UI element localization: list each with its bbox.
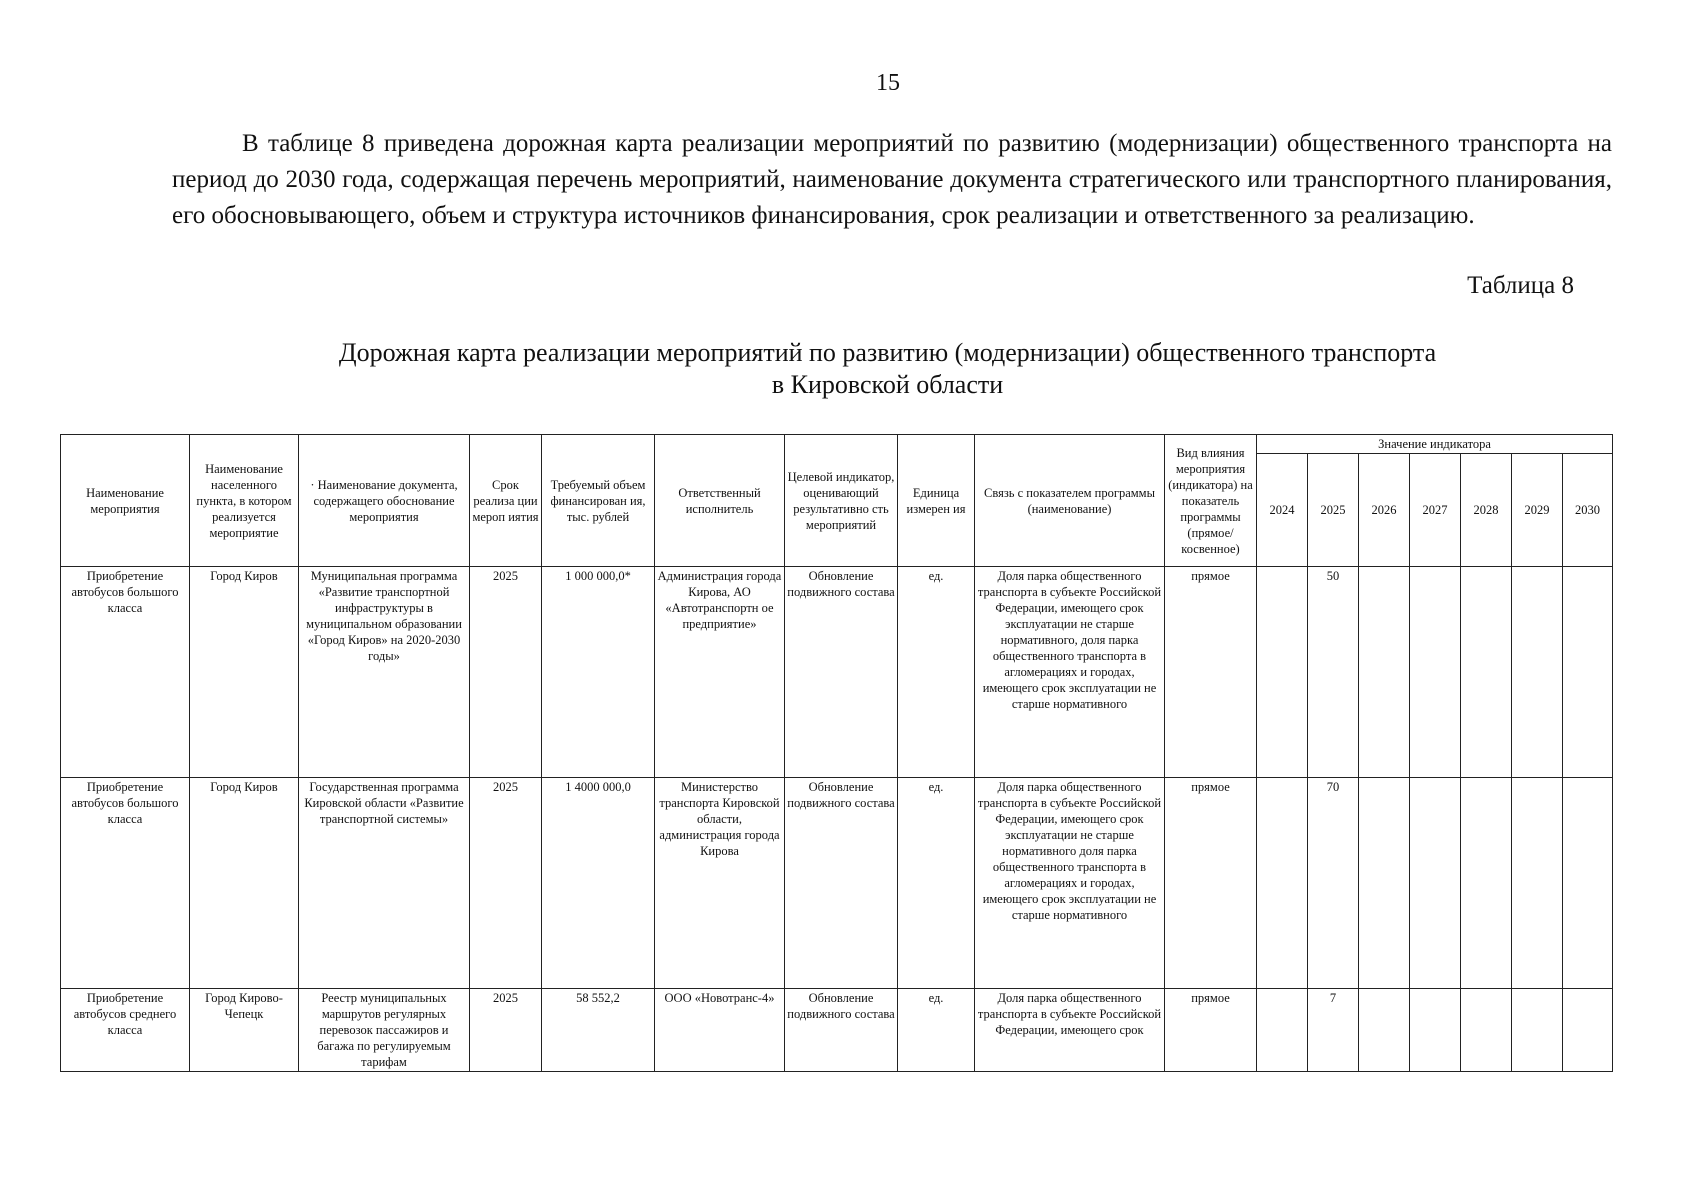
roadmap-table [60,434,1613,1072]
cell-funding: 1 000 000,0* [542,567,655,778]
cell-value-2029 [1512,567,1563,778]
header-unit: Единица измерен ия [898,435,975,567]
table-row [61,778,1613,989]
cell-value-2027 [1410,989,1461,1072]
cell-measure: Приобретение автобусов большого класса [61,567,190,778]
header-year-2028: 2028 [1461,454,1512,567]
cell-measure: Приобретение автобусов среднего класса [61,989,190,1072]
cell-value-2026 [1359,989,1410,1072]
cell-value-2026 [1359,778,1410,989]
header-period: Срок реализа ции мероп иятия [470,435,542,567]
cell-period: 2025 [470,778,542,989]
header-year-2029: 2029 [1512,454,1563,567]
cell-impact: прямое [1165,778,1257,989]
header-indicator-group: Значение индикатора [1257,435,1613,454]
cell-value-2030 [1563,567,1613,778]
header-measure: Наименование мероприятия [61,435,190,567]
header-year-2024: 2024 [1257,454,1308,567]
cell-unit: ед. [898,989,975,1072]
cell-settlement: Город Киров [190,778,299,989]
cell-executor: ООО «Новотранс-4» [655,989,785,1072]
cell-target: Обновление подвижного состава [785,567,898,778]
cell-value-2030 [1563,989,1613,1072]
header-year-2027: 2027 [1410,454,1461,567]
cell-value-2024 [1257,567,1308,778]
cell-value-2029 [1512,778,1563,989]
cell-document: Реестр муниципальных маршрутов регулярных перевозок пассажиров и багажа по регулируемым тарифам [299,989,470,1072]
header-settlement: Наименование населенного пункта, в котором реализуется мероприятие [190,435,299,567]
cell-value-2026 [1359,567,1410,778]
cell-value-2028 [1461,989,1512,1072]
cell-link: Доля парка общественного транспорта в субъекте Российской Федерации, имеющего срок эксплуатации не старше нормативного, доля парка общественного транспорта в агломерациях и городах, имеющего срок эксплуатации не старше нормативного [975,567,1165,778]
header-impact: Вид влияния мероприятия (индикатора) на показатель программы (прямое/ косвенное) [1165,435,1257,567]
intro-paragraph: В таблице 8 приведена дорожная карта реализации мероприятий по развитию (модернизации) общественного транспорта на период до 2030 года, содержащая перечень мероприятий, наименование документа стратегического или транспортного планирования, его обосновывающего, объем и структура источников финансирования, срок реализации и ответственного за реализацию. [172,130,1612,229]
cell-value-2027 [1410,778,1461,989]
header-funding: Требуемый объем финансирован ия, тыс. рублей [542,435,655,567]
cell-funding: 58 552,2 [542,989,655,1072]
cell-executor: Министерство транспорта Кировской области, администрация города Кирова [655,778,785,989]
table-number: Таблица 8 [1467,272,1574,299]
cell-unit: ед. [898,567,975,778]
cell-unit: ед. [898,778,975,989]
cell-value-2024 [1257,989,1308,1072]
header-year-2026: 2026 [1359,454,1410,567]
header-document: · Наименование документа, содержащего обоснование мероприятия [299,435,470,567]
cell-settlement: Город Киров [190,567,299,778]
cell-value-2025: 50 [1308,567,1359,778]
cell-value-2025: 7 [1308,989,1359,1072]
cell-executor: Администрация города Кирова, АО «Автотранспортн ое предприятие» [655,567,785,778]
header-link: Связь с показателем программы (наименование) [975,435,1165,567]
cell-value-2030 [1563,778,1613,989]
table-title [230,337,1545,401]
cell-value-2029 [1512,989,1563,1072]
cell-link: Доля парка общественного транспорта в субъекте Российской Федерации, имеющего срок эксплуатации не старше нормативного доля парка общественного транспорта в агломерациях и городах, имеющего срок эксплуатации не старше нормативного [975,778,1165,989]
header-target: Целевой индикатор, оценивающий результативно сть мероприятий [785,435,898,567]
cell-period: 2025 [470,989,542,1072]
cell-target: Обновление подвижного состава [785,778,898,989]
cell-value-2025: 70 [1308,778,1359,989]
cell-value-2028 [1461,778,1512,989]
table-row [61,989,1613,1072]
cell-period: 2025 [470,567,542,778]
cell-value-2027 [1410,567,1461,778]
table-title-line-1: Дорожная карта реализации мероприятий по развитию (модернизации) общественного транспорта [338,338,1437,367]
header-year-2025: 2025 [1308,454,1359,567]
cell-document: Государственная программа Кировской области «Развитие транспортной системы» [299,778,470,989]
header-executor: Ответственный исполнитель [655,435,785,567]
page-number: 15 [876,70,900,96]
cell-measure: Приобретение автобусов большого класса [61,778,190,989]
cell-impact: прямое [1165,989,1257,1072]
table-row [61,567,1613,778]
cell-target: Обновление подвижного состава [785,989,898,1072]
table-title-line-2: в Кировской области [771,370,1004,399]
cell-document: Муниципальная программа «Развитие транспортной инфраструктуры в муниципальном образовании «Город Киров» на 2020-2030 годы» [299,567,470,778]
cell-value-2024 [1257,778,1308,989]
cell-settlement: Город Кирово-Чепецк [190,989,299,1072]
cell-value-2028 [1461,567,1512,778]
cell-impact: прямое [1165,567,1257,778]
header-year-2030: 2030 [1563,454,1613,567]
cell-funding: 1 4000 000,0 [542,778,655,989]
cell-link: Доля парка общественного транспорта в субъекте Российской Федерации, имеющего срок [975,989,1165,1072]
